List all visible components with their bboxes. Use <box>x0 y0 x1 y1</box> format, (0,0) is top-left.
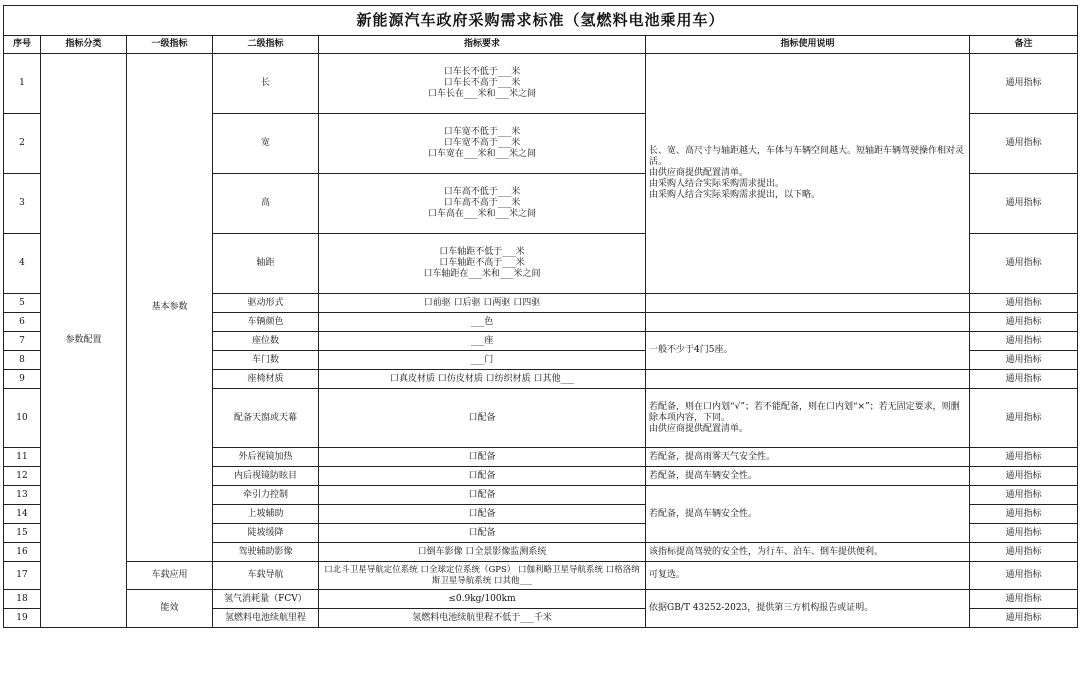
row-name: 上坡辅助 <box>213 505 319 524</box>
row-remark: 通用指标 <box>970 524 1078 543</box>
row-remark: 通用指标 <box>970 448 1078 467</box>
row-requirement: 口配备 <box>319 524 646 543</box>
requirement-line: 口车宽不高于___米 <box>443 138 521 148</box>
row-name: 宽 <box>213 114 319 174</box>
row-requirement: 口配备 <box>319 467 646 486</box>
row-name: 车门数 <box>213 351 319 370</box>
row-requirement: 口前驱 口后驱 口两驱 口四驱 <box>319 294 646 313</box>
row-requirement: ≤0.9kg/100km <box>319 590 646 609</box>
row-no: 10 <box>4 389 41 448</box>
row-no: 15 <box>4 524 41 543</box>
level1-basic-params: 基本参数 <box>127 54 213 562</box>
row-requirement <box>319 174 646 234</box>
note-line: 由供应商提供配置清单。 <box>649 423 749 434</box>
requirements-sheet <box>3 5 1077 628</box>
row-name: 车辆颜色 <box>213 313 319 332</box>
requirement-line: 口车宽不低于___米 <box>443 127 521 137</box>
row-no: 2 <box>4 114 41 174</box>
row-requirement: 口北斗卫星导航定位系统 口全球定位系统（GPS） 口伽利略卫星导航系统 口格洛纳斯卫星导航系统 口其他___ <box>319 562 646 590</box>
header-level2: 二级指标 <box>213 36 319 54</box>
note-line: 由供应商提供配置清单。 <box>649 168 749 178</box>
row-requirement: ___门 <box>319 351 646 370</box>
note-line: 由采购人结合实际采购需求提出。 <box>649 179 785 189</box>
row-requirement: 口倒车影像 口全景影像监测系统 <box>319 543 646 562</box>
requirement-line: 口车轴距在___米和___米之间 <box>423 269 541 279</box>
row-requirement: ___座 <box>319 332 646 351</box>
table-row <box>4 54 1078 114</box>
header-level1: 一级指标 <box>127 36 213 54</box>
row-name: 氢燃料电池续航里程 <box>213 609 319 628</box>
row-no: 3 <box>4 174 41 234</box>
table-row <box>4 590 1078 609</box>
note-line: 若配备，则在口内划“√”；若不能配备，则在口内划“×”；若无固定要求，则删除本项内容，下同。 <box>649 401 960 423</box>
usage-note-dimensions <box>646 54 970 294</box>
row-remark: 通用指标 <box>970 234 1078 294</box>
usage-note-assist: 该指标提高驾驶的安全性，为行车、泊车、倒车提供便利。 <box>646 543 970 562</box>
row-no: 1 <box>4 54 41 114</box>
requirement-line: 口车宽在___米和___米之间 <box>427 149 536 159</box>
usage-note-energy: 依据GB/T 43252-2023，提供第三方机构报告或证明。 <box>646 590 970 628</box>
usage-note-mirror-antiglare: 若配备，提高车辆安全性。 <box>646 467 970 486</box>
requirement-line: 口车长不高于___米 <box>443 78 521 88</box>
header-usage-note: 指标使用说明 <box>646 36 970 54</box>
row-no: 18 <box>4 590 41 609</box>
row-no: 13 <box>4 486 41 505</box>
usage-note-safety: 若配备，提高车辆安全性。 <box>646 486 970 543</box>
row-remark: 通用指标 <box>970 505 1078 524</box>
row-no: 12 <box>4 467 41 486</box>
row-name: 配备天窗或天幕 <box>213 389 319 448</box>
row-remark: 通用指标 <box>970 543 1078 562</box>
row-remark: 通用指标 <box>970 389 1078 448</box>
row-no: 8 <box>4 351 41 370</box>
usage-note-seats: 一般不少于4门5座。 <box>646 332 970 370</box>
row-name: 轴距 <box>213 234 319 294</box>
row-no: 9 <box>4 370 41 389</box>
row-no: 19 <box>4 609 41 628</box>
row-remark: 通用指标 <box>970 590 1078 609</box>
row-remark: 通用指标 <box>970 174 1078 234</box>
row-name: 内后视镜防眩目 <box>213 467 319 486</box>
row-remark: 通用指标 <box>970 114 1078 174</box>
row-remark: 通用指标 <box>970 294 1078 313</box>
header-row <box>4 36 1078 54</box>
row-requirement: 口配备 <box>319 389 646 448</box>
row-requirement: ___色 <box>319 313 646 332</box>
row-requirement: 口配备 <box>319 505 646 524</box>
usage-note-empty <box>646 313 970 332</box>
requirement-line: 口车高不低于___米 <box>443 187 521 197</box>
level1-vehicle-app: 车载应用 <box>127 562 213 590</box>
row-name: 陡坡缓降 <box>213 524 319 543</box>
requirement-line: 口车长在___米和___米之间 <box>427 89 536 99</box>
row-no: 6 <box>4 313 41 332</box>
row-name: 座椅材质 <box>213 370 319 389</box>
row-no: 11 <box>4 448 41 467</box>
row-no: 14 <box>4 505 41 524</box>
row-name: 座位数 <box>213 332 319 351</box>
category-cell: 参数配置 <box>41 54 127 628</box>
row-name: 车载导航 <box>213 562 319 590</box>
row-remark: 通用指标 <box>970 609 1078 628</box>
row-name: 驾驶辅助影像 <box>213 543 319 562</box>
requirement-line: 口车高不高于___米 <box>443 198 521 208</box>
row-requirement <box>319 114 646 174</box>
row-name: 长 <box>213 54 319 114</box>
row-remark: 通用指标 <box>970 562 1078 590</box>
row-no: 4 <box>4 234 41 294</box>
requirement-line: 口车高在___米和___米之间 <box>427 209 536 219</box>
row-no: 7 <box>4 332 41 351</box>
row-requirement: 口真皮材质 口仿皮材质 口纺织材质 口其他___ <box>319 370 646 389</box>
usage-note-sunroof <box>646 389 970 448</box>
row-remark: 通用指标 <box>970 370 1078 389</box>
level1-energy: 能效 <box>127 590 213 628</box>
usage-note-empty <box>646 294 970 313</box>
usage-note-nav: 可复选。 <box>646 562 970 590</box>
requirement-line: 口车轴距不低于___米 <box>439 247 525 257</box>
row-requirement: 氢燃料电池续航里程不低于___千米 <box>319 609 646 628</box>
row-name: 外后视镜加热 <box>213 448 319 467</box>
row-remark: 通用指标 <box>970 313 1078 332</box>
row-remark: 通用指标 <box>970 332 1078 351</box>
note-line: 长、宽、高尺寸与轴距越大，车体与车辆空间越大。短轴距车辆驾驶操作相对灵活。 <box>649 146 965 167</box>
header-no: 序号 <box>4 36 41 54</box>
row-name: 驱动形式 <box>213 294 319 313</box>
row-requirement: 口配备 <box>319 486 646 505</box>
row-name: 氢气消耗量（FCV） <box>213 590 319 609</box>
requirement-line: 口车轴距不高于___米 <box>439 258 525 268</box>
row-requirement <box>319 234 646 294</box>
row-no: 16 <box>4 543 41 562</box>
row-remark: 通用指标 <box>970 467 1078 486</box>
table-title: 新能源汽车政府采购需求标准（氢燃料电池乘用车） <box>4 6 1078 36</box>
row-remark: 通用指标 <box>970 54 1078 114</box>
header-remark: 备注 <box>970 36 1078 54</box>
row-requirement: 口配备 <box>319 448 646 467</box>
table-row <box>4 562 1078 590</box>
row-remark: 通用指标 <box>970 486 1078 505</box>
header-category: 指标分类 <box>41 36 127 54</box>
note-line: 由采购人结合实际采购需求提出，以下略。 <box>649 190 821 200</box>
row-name: 牵引力控制 <box>213 486 319 505</box>
row-remark: 通用指标 <box>970 351 1078 370</box>
row-no: 17 <box>4 562 41 590</box>
usage-note-mirror-heat: 若配备，提高雨雾天气安全性。 <box>646 448 970 467</box>
row-requirement <box>319 54 646 114</box>
requirement-line: 口车长不低于___米 <box>443 67 521 77</box>
header-requirement: 指标要求 <box>319 36 646 54</box>
row-no: 5 <box>4 294 41 313</box>
requirements-table <box>3 5 1078 628</box>
row-name: 高 <box>213 174 319 234</box>
usage-note-empty <box>646 370 970 389</box>
